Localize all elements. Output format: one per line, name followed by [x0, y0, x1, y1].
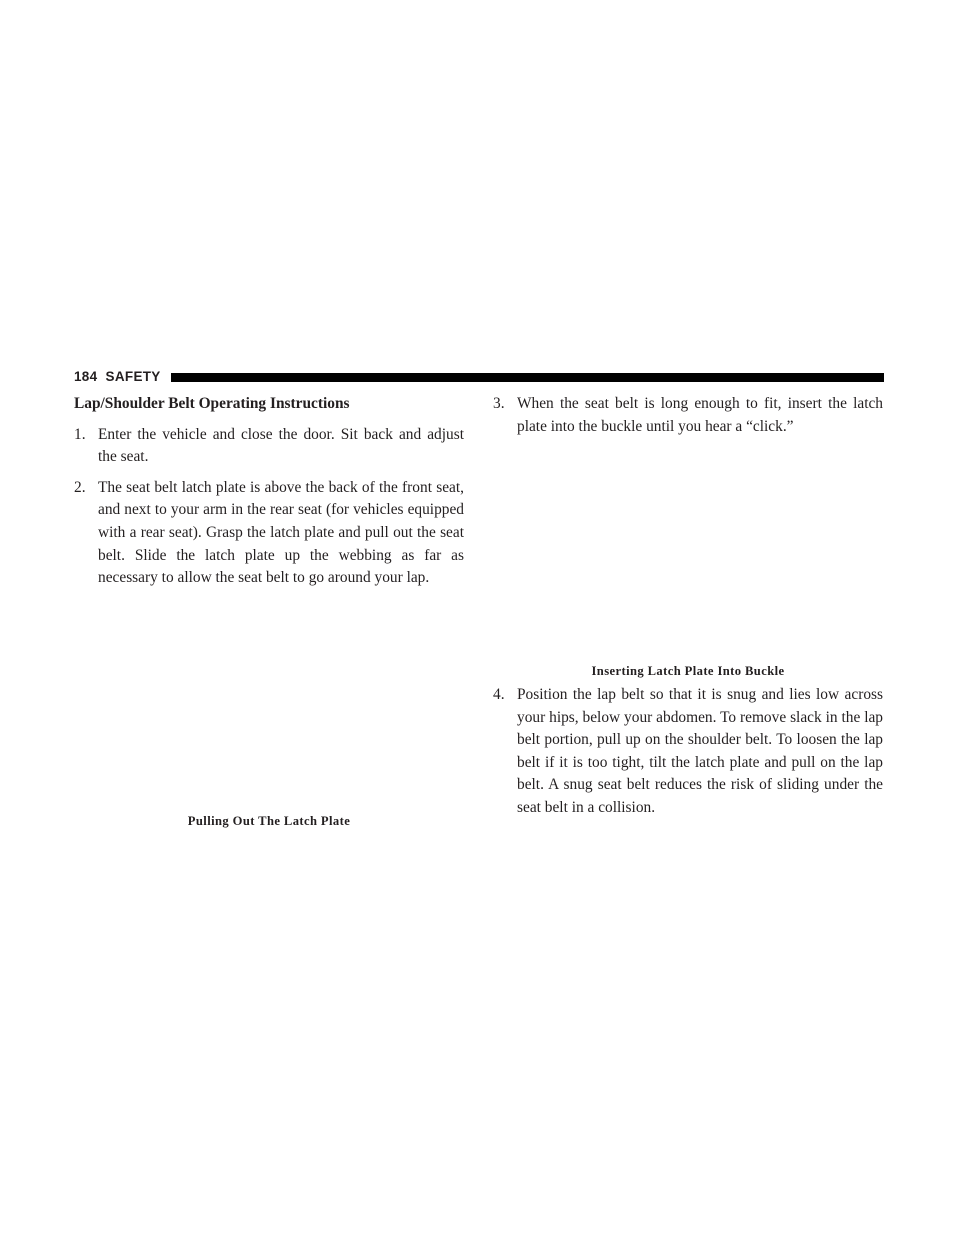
step-text: Position the lap belt so that it is snug and lies low across your hips, below your abdomen. To remove slack in the lap belt portion, pull up on the shoulder belt. To loosen the lap belt if it is too tight, tilt the latch plate and pull on the lap belt. A snug seat belt reduces the risk of sliding under the seat belt in a collision. [517, 686, 883, 816]
right-column-lower [493, 684, 883, 828]
step-text: Enter the vehicle and close the door. Sit back and adjust the seat. [98, 425, 464, 466]
section-heading: Lap/Shoulder Belt Operating Instructions [74, 395, 350, 412]
page-number: 184 [74, 369, 98, 384]
instruction-step-1 [74, 424, 464, 469]
page-number-section [74, 369, 161, 384]
left-column [74, 393, 464, 598]
instruction-step-2 [74, 477, 464, 590]
page-header [74, 368, 884, 388]
figure-caption-right: Inserting Latch Plate Into Buckle [591, 664, 785, 678]
step-number: 1. [74, 425, 86, 443]
step-number: 4. [493, 686, 505, 703]
figure-inserting-latch-plate [493, 467, 883, 657]
section-title: SAFETY [105, 369, 161, 384]
instruction-step-3 [493, 393, 883, 438]
figure-pulling-latch-plate [74, 600, 464, 805]
instruction-step-4 [493, 684, 883, 820]
right-column [493, 393, 883, 446]
step-text: The seat belt latch plate is above the back of the front seat, and next to your arm in the rear seat (for vehicles equipped with a rear seat). Grasp the latch plate and pull out the seat belt. Slide the latch plate up the webbing as far as necessary to allow the seat belt to go around your lap. [98, 478, 464, 587]
header-rule [171, 373, 884, 382]
step-number: 3. [493, 395, 505, 412]
step-number: 2. [74, 478, 86, 496]
figure-caption-left: Pulling Out The Latch Plate [187, 814, 351, 828]
step-text: When the seat belt is long enough to fit, insert the latch plate into the buckle until you hear a “click.” [517, 395, 883, 435]
